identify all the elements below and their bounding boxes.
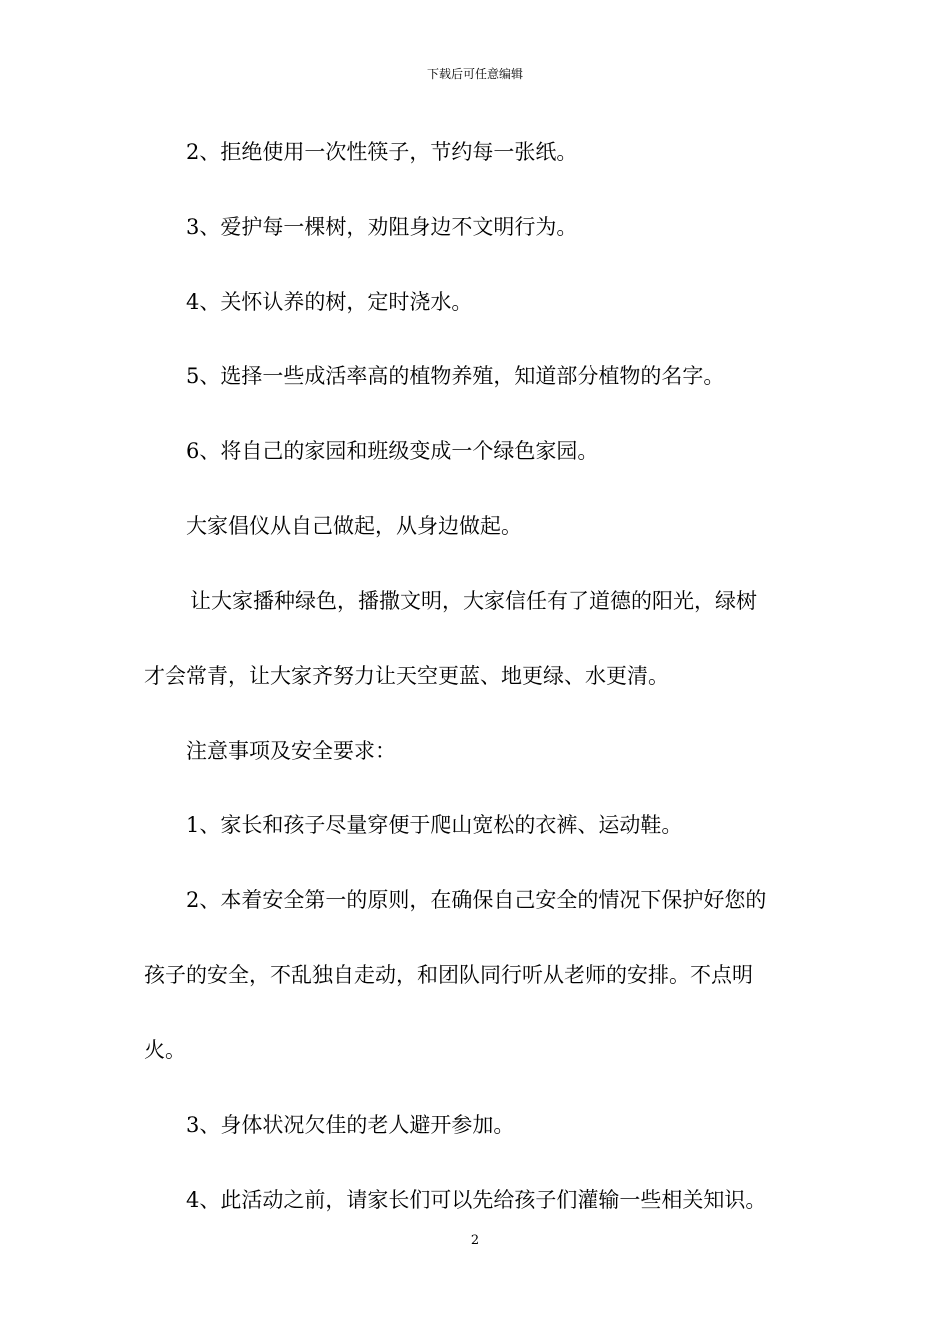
paragraph-line: 2、本着安全第一的原则，在确保自己安全的情况下保护好您的	[186, 888, 767, 912]
paragraph-line: 让大家播种绿色，播撒文明，大家信任有了道德的阳光，绿树	[190, 589, 757, 613]
paragraph-line: 大家倡仪从自己做起，从身边做起。	[186, 514, 522, 538]
page-number: 2	[470, 1233, 480, 1248]
paragraph-line: 1、家长和孩子尽量穿便于爬山宽松的衣裤、运动鞋。	[186, 813, 683, 837]
paragraph-line: 才会常青，让大家齐努力让天空更蓝、地更绿、水更清。	[144, 664, 669, 688]
paragraph-line: 5、选择一些成活率高的植物养殖，知道部分植物的名字。	[186, 364, 725, 388]
paragraph-line: 3、爱护每一棵树，劝阻身边不文明行为。	[186, 215, 578, 239]
paragraph-line: 孩子的安全，不乱独自走动，和团队同行听从老师的安排。不点明	[144, 963, 753, 987]
paragraph-line: 4、关怀认养的树，定时浇水。	[186, 290, 473, 314]
section-heading: 注意事项及安全要求：	[186, 739, 396, 763]
paragraph-line: 3、身体状况欠佳的老人避开参加。	[186, 1113, 515, 1137]
paragraph-line: 4、此活动之前，请家长们可以先给孩子们灌输一些相关知识。	[186, 1188, 767, 1212]
paragraph-line: 2、拒绝使用一次性筷子，节约每一张纸。	[186, 140, 578, 164]
header-note: 下载后可任意编辑	[426, 67, 523, 81]
paragraph-line: 6、将自己的家园和班级变成一个绿色家园。	[186, 439, 599, 463]
paragraph-line: 火。	[144, 1038, 186, 1062]
